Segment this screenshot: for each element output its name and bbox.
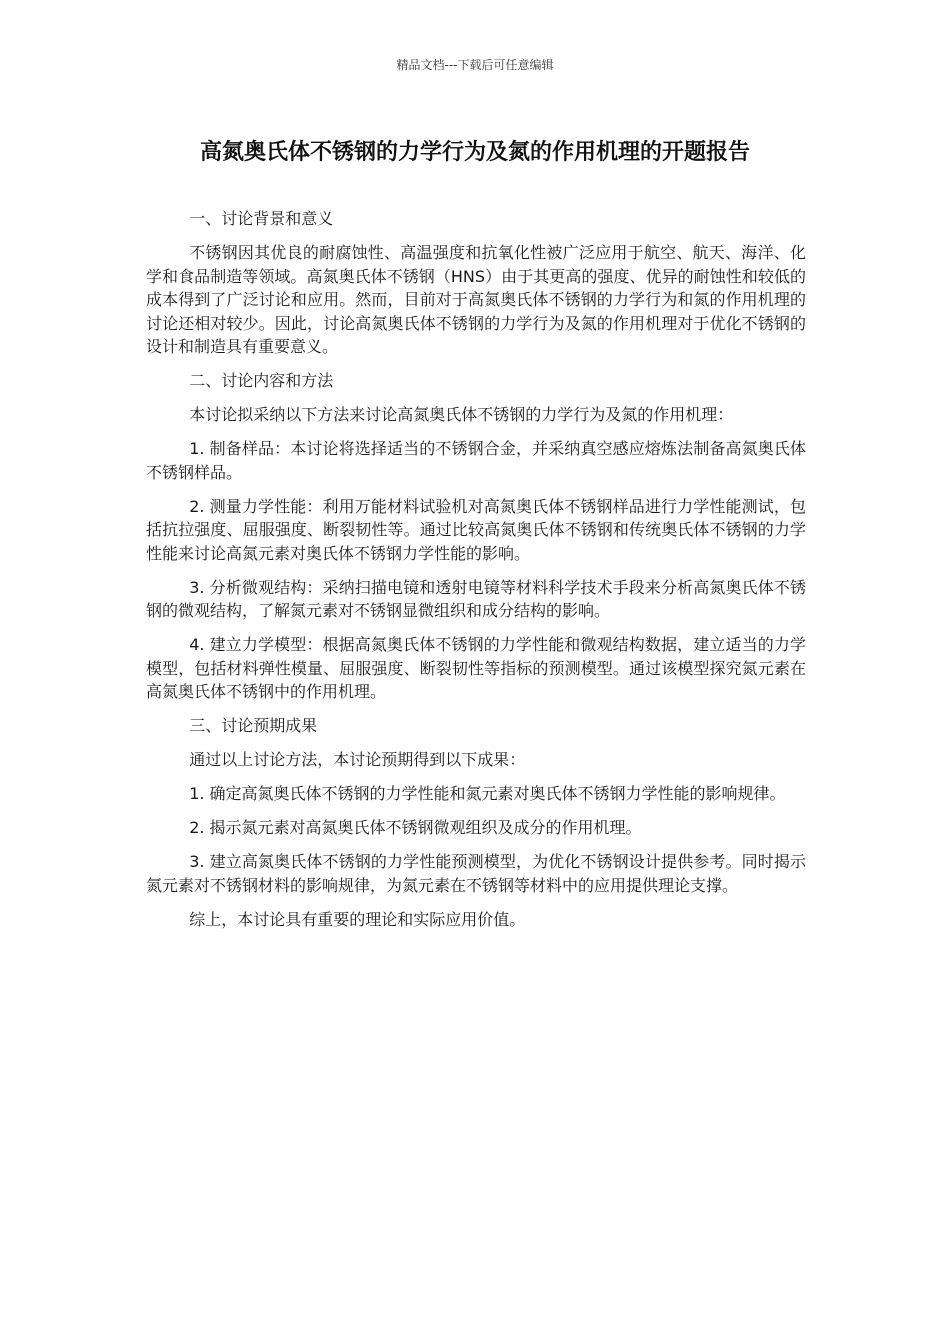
section-heading-background: 一、讨论背景和意义: [189, 209, 334, 228]
list-item-result-3: 3. 建立高氮奥氏体不锈钢的力学性能预测模型，为优化不锈钢设计提供参考。同时揭示氮元素对不锈钢材料的影响规律，为氮元素在不锈钢等材料中的应用提供理论支撑。: [146, 852, 806, 895]
list-item-method-1: 1. 制备样品：本讨论将选择适当的不锈钢合金，并采纳真空感应熔炼法制备高氮奥氏体不锈钢样品。: [146, 439, 806, 482]
header-note: 精品文档---下载后可任意编辑: [396, 58, 554, 72]
paragraph-results-intro: 通过以上讨论方法，本讨论预期得到以下成果：: [189, 750, 526, 769]
list-item-method-2: 2. 测量力学性能：利用万能材料试验机对高氮奥氏体不锈钢样品进行力学性能测试，包括抗拉强度、屈服强度、断裂韧性等。通过比较高氮奥氏体不锈钢和传统奥氏体不锈钢的力学性能来讨论高氮元素对奥氏体不锈钢力学性能的影响。: [146, 496, 806, 563]
section-heading-content-methods: 二、讨论内容和方法: [189, 371, 334, 390]
paragraph-methods-intro: 本讨论拟采纳以下方法来讨论高氮奥氏体不锈钢的力学行为及氮的作用机理：: [189, 405, 734, 424]
list-item-result-1: 1. 确定高氮奥氏体不锈钢的力学性能和氮元素对奥氏体不锈钢力学性能的影响规律。: [189, 784, 786, 803]
paragraph-conclusion: 综上，本讨论具有重要的理论和实际应用价值。: [189, 909, 526, 929]
list-item-method-3: 3. 分析微观结构：采纳扫描电镜和透射电镜等材料科学技术手段来分析高氮奥氏体不锈钢的微观结构，了解氮元素对不锈钢显微组织和成分结构的影响。: [146, 577, 806, 620]
section-heading-expected-results: 三、讨论预期成果: [189, 716, 318, 735]
paragraph-background: 不锈钢因其优良的耐腐蚀性、高温强度和抗氧化性被广泛应用于航空、航天、海洋、化学和食品制造等领域。高氮奥氏体不锈钢（HNS）由于其更高的强度、优异的耐蚀性和较低的成本得到了广泛讨论和应用。然而，目前对于高氮奥氏体不锈钢的力学行为和氮的作用机理的讨论还相对较少。因此，讨论高氮奥氏体不锈钢的力学行为及氮的作用机理对于优化不锈钢的设计和制造具有重要意义。: [146, 243, 806, 356]
document-title: 高氮奥氏体不锈钢的力学行为及氮的作用机理的开题报告: [199, 140, 750, 165]
document-body: [146, 207, 806, 942]
list-item-result-2: 2. 揭示氮元素对高氮奥氏体不锈钢微观组织及成分的作用机理。: [189, 818, 642, 837]
list-item-method-4: 4. 建立力学模型：根据高氮奥氏体不锈钢的力学性能和微观结构数据，建立适当的力学模型，包括材料弹性模量、屈服强度、断裂韧性等指标的预测模型。通过该模型探究氮元素在高氮奥氏体不锈钢中的作用机理。: [146, 635, 806, 701]
